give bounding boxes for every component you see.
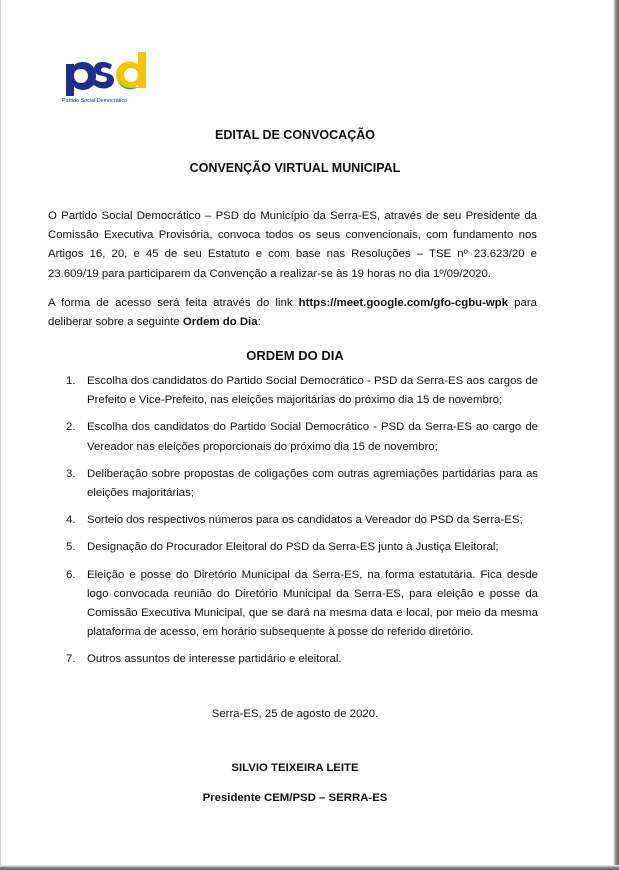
agenda-item [66, 650, 538, 669]
agenda-item-number: 6. [66, 568, 76, 581]
agenda-item-text: Eleição e posse do Diretório Municipal da Serra-ES, na forma estatutária. Fica desde logo convocada reunião do Diretório Municipal da Serra-ES, para eleição e posse da Comissão Executiva Municipal, que se dará na mesma data e local, por meio da mesma plataforma de acesso, em horário subsequente à posse do referido diretório. [87, 568, 538, 639]
agenda-list [66, 372, 538, 678]
access-suffix: : [257, 316, 261, 329]
agenda-item [66, 465, 538, 503]
access-paragraph [48, 294, 537, 332]
agenda-item-text: Sorteio dos respectivos números para os candidatos a Vereador do PSD da Serra-ES; [87, 514, 523, 527]
agenda-item-number: 5. [66, 541, 76, 554]
agenda-item-text: Escolha dos candidatos do Partido Social Democrático - PSD da Serra-ES ao cargo de Vereador nas eleições proporcionais do próximo dia 15 de novembro; [87, 421, 538, 453]
agenda-item-number: 7. [66, 653, 76, 666]
agenda-item-number: 1. [66, 375, 76, 387]
agenda-item-number: 4. [66, 514, 76, 527]
agenda-item [66, 566, 538, 643]
agenda-item [66, 372, 538, 410]
agenda-item [66, 418, 538, 456]
agenda-item-text: Designação do Procurador Eleitoral do PSD da Serra-ES junto à Justiça Eleitoral; [87, 541, 499, 554]
page-shadow-right [613, 0, 619, 870]
page-shadow-bottom [0, 865, 619, 870]
logo-tagline: Partido Social Democrático [62, 98, 128, 104]
psd-logo [62, 50, 152, 108]
signature-date: Serra-ES, 25 de agosto de 2020. [211, 708, 379, 720]
access-prefix: A forma de acesso será feita através do link [48, 297, 299, 309]
document-subtitle: CONVENÇÃO VIRTUAL MUNICIPAL [189, 161, 401, 175]
agenda-item [66, 511, 538, 530]
agenda-title: ORDEM DO DIA [246, 348, 344, 363]
agenda-item-text: Outros assuntos de interesse partidário e eleitoral. [87, 653, 342, 666]
access-middle: para deliberar sobre a seguinte [48, 297, 537, 329]
agenda-item-number: 3. [66, 467, 76, 480]
psd-logo-mark [62, 50, 152, 98]
intro-paragraph: O Partido Social Democrático – PSD do Município da Serra-ES, através de seu Presidente da Comissão Executiva Provisória, convoca todos os seus convencionais, com fundamento nos Artigos 16, 20, e 45 de seu Estatuto e com base nas Resoluções – TSE nº 23.623/20 e 23.609/19 para participarem da Convenção a realizar-se às 19 horas no dia 1º/09/2020. [48, 210, 537, 280]
agenda-item-text: Deliberação sobre propostas de coligações com outras agremiações partidárias para as eleições majoritárias; [87, 467, 538, 500]
document-title: EDITAL DE CONVOCAÇÃO [215, 128, 375, 142]
agenda-reference: Ordem do Dia [182, 316, 258, 329]
agenda-item-text: Escolha dos candidatos do Partido Social Democrático - PSD da Serra-ES aos cargos de Prefeito e Vice-Prefeito, nas eleições majoritárias do próximo dia 15 de novembro; [87, 375, 538, 407]
signatory-name: SILVIO TEIXEIRA LEITE [231, 762, 359, 774]
signatory-role: Presidente CEM/PSD – SERRA-ES [202, 792, 388, 804]
agenda-item-number: 2. [66, 421, 76, 434]
meeting-link[interactable]: https://meet.google.com/gfo-cgbu-wpk [298, 297, 509, 309]
agenda-item [66, 538, 538, 557]
